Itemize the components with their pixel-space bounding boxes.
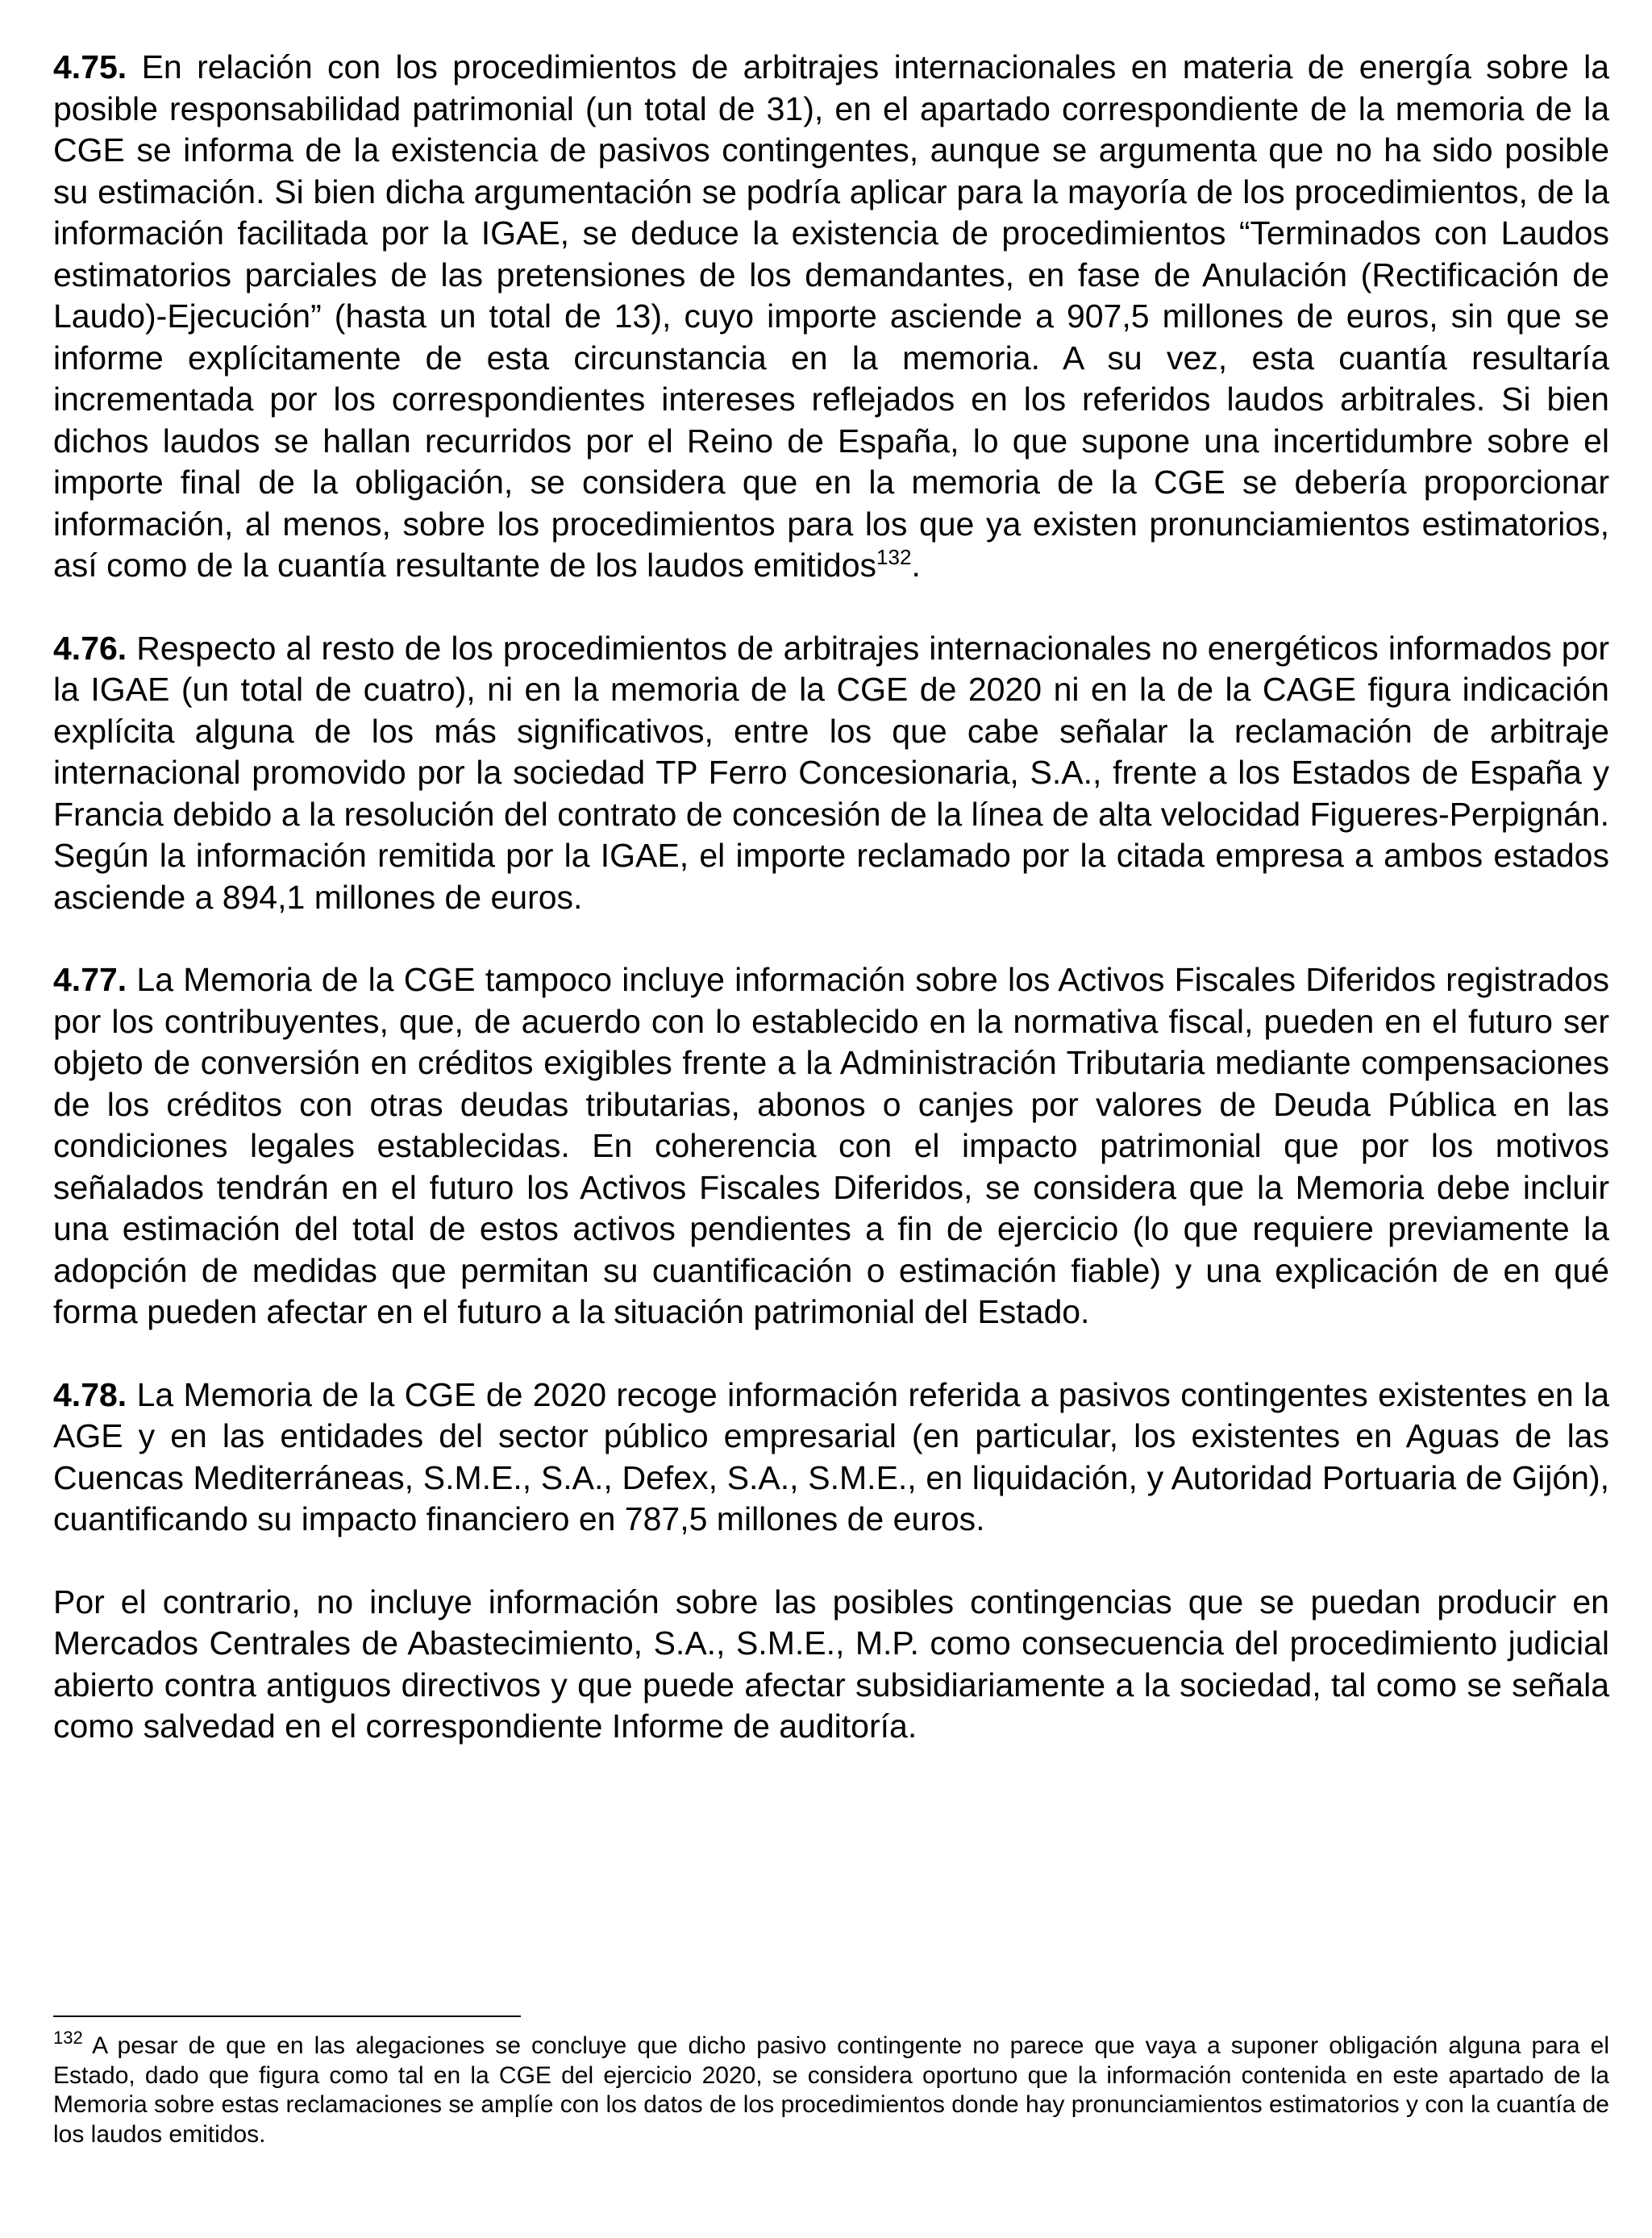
- footnote-text: A pesar de que en las alegaciones se concluye que dicho pasivo contingente no parece que vaya a suponer obligación alguna para el Estado, dado que figura como tal en la CGE del ejercicio 2020, se considera oportuno que la información contenida en este apartado de la Memoria sobre estas reclamaciones se amplíe con los datos de los procedimientos donde hay pronunciamientos estimatorios y con la cuantía de los laudos emitidos.: [53, 2032, 1609, 2148]
- paragraph-number: 4.76.: [53, 629, 127, 667]
- paragraph-text-end: .: [911, 547, 921, 584]
- footnote-divider: [53, 2015, 521, 2017]
- paragraph-continuation: [53, 1582, 1609, 1748]
- paragraph-text: La Memoria de la CGE de 2020 recoge información referida a pasivos contingentes existentes en la AGE y en las entidades del sector público empresarial (en particular, los existentes en Aguas de las Cuencas Mediterráneas, S.M.E., S.A., Defex, S.A., S.M.E., en liquidación, y Autoridad Portuaria de Gijón), cuantificando su impacto financiero en 787,5 millones de euros.: [53, 1375, 1609, 1537]
- paragraph-number: 4.78.: [53, 1375, 127, 1413]
- paragraph-4-77: [53, 959, 1609, 1333]
- footnote-132: [53, 2028, 1609, 2149]
- paragraph-text: Respecto al resto de los procedimientos de arbitrajes internacionales no energéticos informados por la IGAE (un total de cuatro), ni en la memoria de la CGE de 2020 ni en la de la CAGE figura indicación explícita alguna de los más significativos, entre los que cabe señalar la reclamación de arbitraje internacional promovido por la sociedad TP Ferro Concesionaria, S.A., frente a los Estados de España y Francia debido a la resolución del contrato de concesión de la línea de alta velocidad Figueres-Perpignán. Según la información remitida por la IGAE, el importe reclamado por la citada empresa a ambos estados asciende a 894,1 millones de euros.: [53, 629, 1609, 916]
- paragraph-4-75: [53, 47, 1609, 587]
- paragraph-number: 4.75.: [53, 48, 127, 85]
- paragraph-text: Por el contrario, no incluye información sobre las posibles contingencias que se puedan producir en Mercados Centrales de Abastecimiento, S.A., S.M.E., M.P. como consecuencia del procedimiento judicial abierto contra antiguos directivos y que puede afectar subsidiariamente a la sociedad, tal como se señala como salvedad en el correspondiente Informe de auditoría.: [53, 1583, 1609, 1745]
- paragraph-text: La Memoria de la CGE tampoco incluye información sobre los Activos Fiscales Diferidos registrados por los contribuyentes, que, de acuerdo con lo establecido en la normativa fiscal, pueden en el futuro ser objeto de conversión en créditos exigibles frente a la Administración Tributaria mediante compensaciones de los créditos con otras deudas tributarias, abonos o canjes por valores de Deuda Pública en las condiciones legales establecidas. En coherencia con el impacto patrimonial que por los motivos señalados tendrán en el futuro los Activos Fiscales Diferidos, se considera que la Memoria debe incluir una estimación del total de estos activos pendientes a fin de ejercicio (lo que requiere previamente la adopción de medidas que permitan su cuantificación o estimación fiable) y una explicación de en qué forma pueden afectar en el futuro a la situación patrimonial del Estado.: [53, 961, 1609, 1330]
- footnote-number: 132: [53, 2028, 83, 2048]
- paragraph-4-78: [53, 1375, 1609, 1541]
- document-body: [53, 47, 1609, 1748]
- paragraph-text: En relación con los procedimientos de arbitrajes internacionales en materia de energía sobre la posible responsabilidad patrimonial (un total de 31), en el apartado correspondiente de la memoria de la CGE se informa de la existencia de pasivos contingentes, aunque se argumenta que no ha sido posible su estimación. Si bien dicha argumentación se podría aplicar para la mayoría de los procedimientos, de la información facilitada por la IGAE, se deduce la existencia de procedimientos “Terminados con Laudos estimatorios parciales de las pretensiones de los demandantes, en fase de Anulación (Rectificación de Laudo)-Ejecución” (hasta un total de 13), cuyo importe asciende a 907,5 millones de euros, sin que se informe explícitamente de esta circunstancia en la memoria. A su vez, esta cuantía resultaría incrementada por los correspondientes intereses reflejados en los referidos laudos arbitrales. Si bien dichos laudos se hallan recurridos por el Reino de España, lo que supone una incertidumbre sobre el importe final de la obligación, se considera que en la memoria de la CGE se debería proporcionar información, al menos, sobre los procedimientos para los que ya existen pronunciamientos estimatorios, así como de la cuantía resultante de los laudos emitidos: [53, 48, 1609, 584]
- paragraph-number: 4.77.: [53, 961, 127, 998]
- footnotes-section: [53, 2015, 1609, 2149]
- footnote-reference[interactable]: 132: [876, 545, 912, 569]
- paragraph-4-76: [53, 628, 1609, 919]
